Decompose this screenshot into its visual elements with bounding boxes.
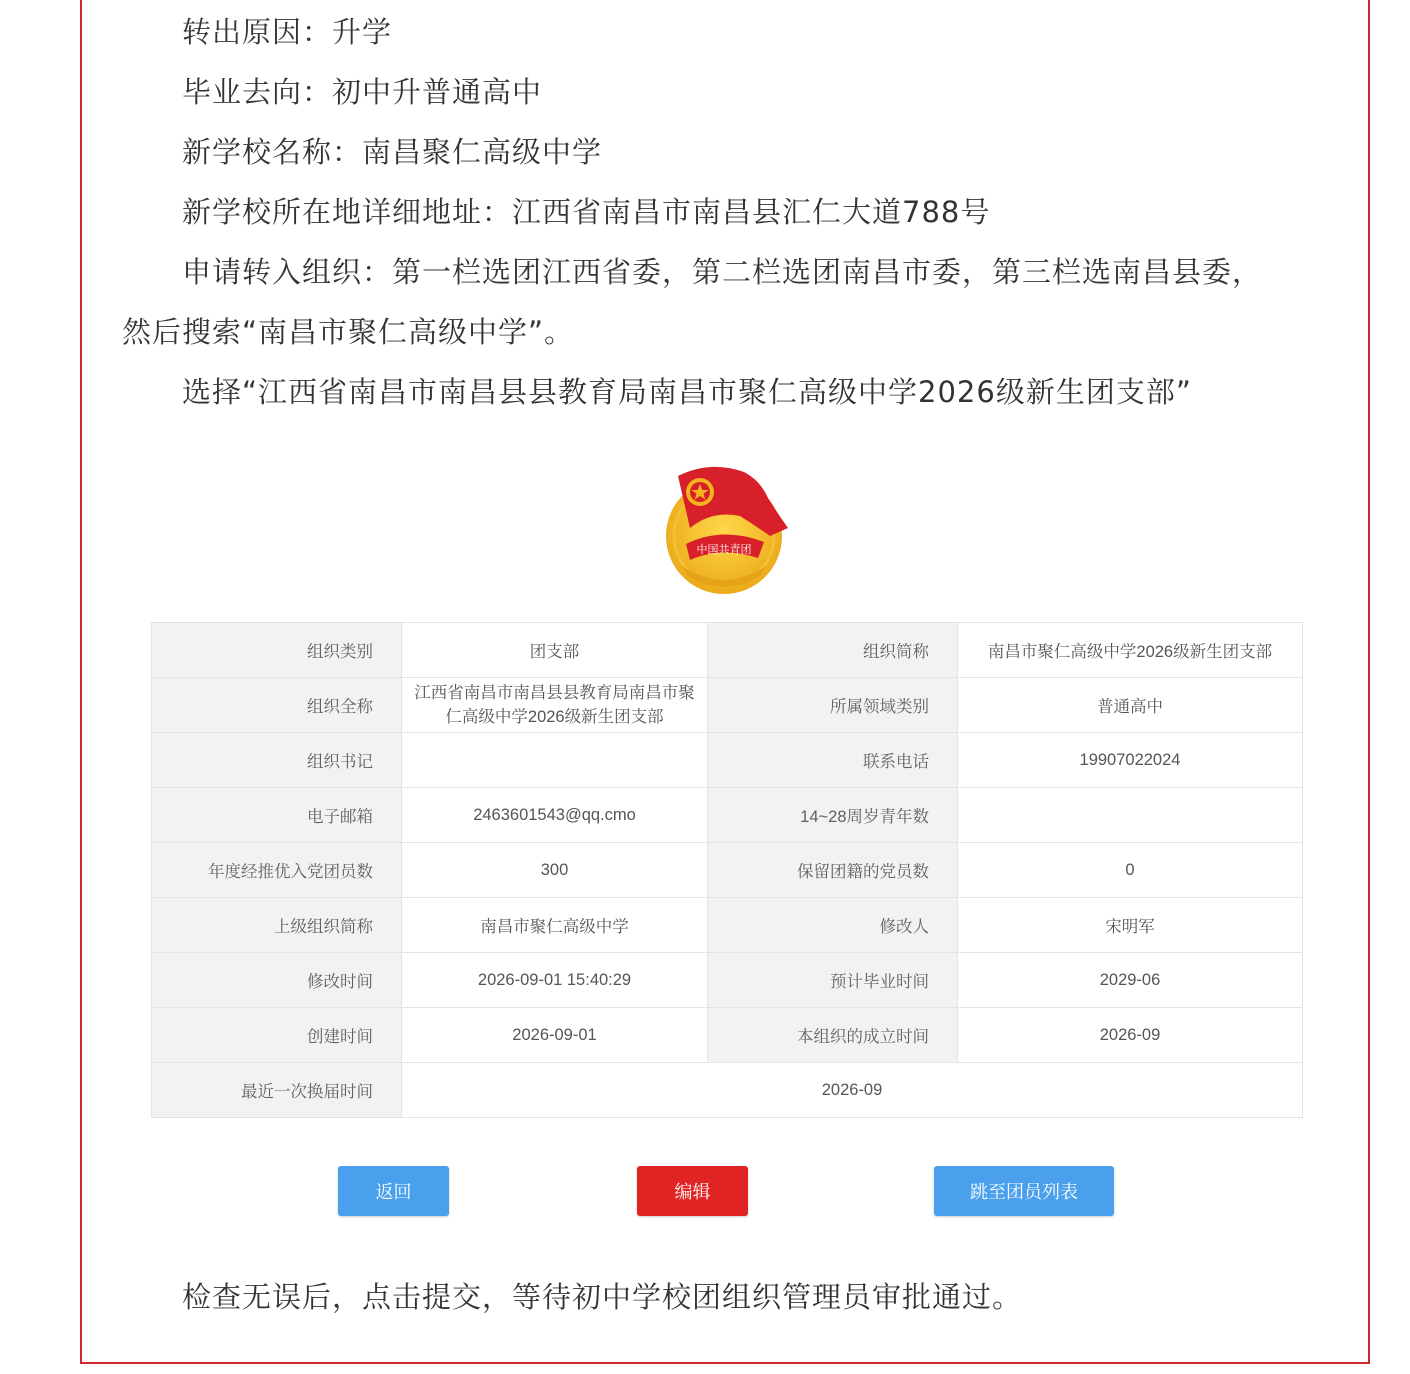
apply-organization-text: 申请转入组织：第一栏选团江西省委，第二栏选团南昌市委，第三栏选南昌县委， — [182, 255, 1263, 289]
table-row — [152, 1063, 1303, 1118]
go-to-member-list-button[interactable]: 跳至团员列表 — [934, 1166, 1114, 1216]
field-label: 预计毕业时间 — [708, 953, 958, 1008]
field-value: 2026-09 — [958, 1008, 1303, 1063]
field-value: 19907022024 — [958, 733, 1303, 788]
table-row — [152, 733, 1303, 788]
table-row — [152, 1008, 1303, 1063]
table-row — [152, 953, 1303, 1008]
field-value: 0 — [958, 843, 1303, 898]
apply-organization-text-continued: 然后搜索“南昌市聚仁高级中学”。 — [122, 315, 575, 349]
graduation-destination-text: 毕业去向：初中升普通高中 — [182, 75, 543, 109]
field-label: 创建时间 — [152, 1008, 402, 1063]
field-label: 年度经推优入党团员数 — [152, 843, 402, 898]
field-value: 300 — [402, 843, 708, 898]
field-value — [402, 733, 708, 788]
field-label: 组织类别 — [152, 623, 402, 678]
field-value: 团支部 — [402, 623, 708, 678]
field-label: 本组织的成立时间 — [708, 1008, 958, 1063]
table-row — [152, 898, 1303, 953]
field-value: 江西省南昌市南昌县县教育局南昌市聚仁高级中学2026级新生团支部 — [402, 678, 708, 733]
table-row — [152, 678, 1303, 733]
organization-info-table — [151, 622, 1303, 1118]
youth-league-emblem-icon — [660, 462, 792, 598]
field-value: 宋明军 — [958, 898, 1303, 953]
field-value: 2026-09 — [402, 1063, 1303, 1118]
field-value: 2026-09-01 15:40:29 — [402, 953, 708, 1008]
field-value: 普通高中 — [958, 678, 1303, 733]
field-label: 组织书记 — [152, 733, 402, 788]
svg-text:中国共青团: 中国共青团 — [696, 543, 752, 556]
field-value: 南昌市聚仁高级中学2026级新生团支部 — [958, 623, 1303, 678]
transfer-reason-text: 转出原因：升学 — [182, 15, 393, 49]
table-row — [152, 788, 1303, 843]
field-label: 联系电话 — [708, 733, 958, 788]
edit-button[interactable]: 编辑 — [637, 1166, 748, 1216]
field-label: 组织简称 — [708, 623, 958, 678]
field-value — [958, 788, 1303, 843]
new-school-address-text: 新学校所在地详细地址：江西省南昌市南昌县汇仁大道788号 — [182, 195, 991, 229]
footer-instruction-text: 检查无误后，点击提交，等待初中学校团组织管理员审批通过。 — [182, 1280, 1023, 1314]
field-label: 组织全称 — [152, 678, 402, 733]
field-label: 修改时间 — [152, 953, 402, 1008]
new-school-name-text: 新学校名称：南昌聚仁高级中学 — [182, 135, 603, 169]
table-row — [152, 843, 1303, 898]
select-branch-text: 选择“江西省南昌市南昌县县教育局南昌市聚仁高级中学2026级新生团支部” — [182, 375, 1192, 409]
field-value: 2029-06 — [958, 953, 1303, 1008]
field-label: 最近一次换届时间 — [152, 1063, 402, 1118]
back-button[interactable]: 返回 — [338, 1166, 449, 1216]
field-value: 2026-09-01 — [402, 1008, 708, 1063]
field-label: 上级组织简称 — [152, 898, 402, 953]
table-row — [152, 623, 1303, 678]
field-label: 所属领域类别 — [708, 678, 958, 733]
field-label: 14~28周岁青年数 — [708, 788, 958, 843]
field-value: 南昌市聚仁高级中学 — [402, 898, 708, 953]
field-label: 电子邮箱 — [152, 788, 402, 843]
field-label: 修改人 — [708, 898, 958, 953]
field-label: 保留团籍的党员数 — [708, 843, 958, 898]
field-value: 2463601543@qq.cmo — [402, 788, 708, 843]
